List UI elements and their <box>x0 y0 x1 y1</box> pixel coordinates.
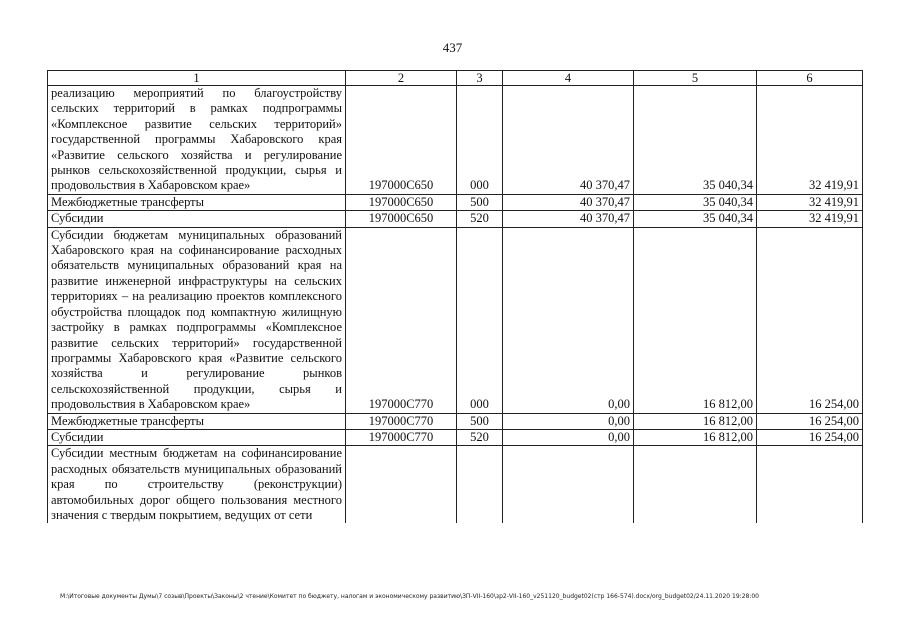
row-value-2: 35 040,34 <box>634 86 757 195</box>
header-cell: 2 <box>346 71 457 86</box>
row-description: Субсидии местным бюджетам на софинансирование расходных обязательств муниципальных образований края по строительству (реконструкции) автомобильных дорог общего пользования местного значения с твердым покрытием, ведущих от сети <box>48 446 346 524</box>
row-value-1: 40 370,47 <box>503 211 634 227</box>
row-value-3: 32 419,91 <box>757 86 863 195</box>
header-cell: 6 <box>757 71 863 86</box>
row-value-3: 32 419,91 <box>757 194 863 210</box>
header-cell: 5 <box>634 71 757 86</box>
row-value-2 <box>634 446 757 524</box>
row-description: Межбюджетные трансферты <box>48 194 346 210</box>
row-value-2: 16 812,00 <box>634 429 757 445</box>
row-value-2: 16 812,00 <box>634 227 757 413</box>
row-code: 197000С650 <box>346 211 457 227</box>
row-code <box>346 446 457 524</box>
row-type: 520 <box>457 211 503 227</box>
row-type: 520 <box>457 429 503 445</box>
row-code: 197000С770 <box>346 413 457 429</box>
row-value-2: 35 040,34 <box>634 211 757 227</box>
row-value-3: 16 254,00 <box>757 227 863 413</box>
table-row <box>48 211 863 227</box>
row-value-2: 35 040,34 <box>634 194 757 210</box>
table-row <box>48 446 863 524</box>
row-code: 197000С650 <box>346 86 457 195</box>
row-value-2: 16 812,00 <box>634 413 757 429</box>
row-value-1 <box>503 446 634 524</box>
row-value-3: 16 254,00 <box>757 413 863 429</box>
row-code: 197000С770 <box>346 429 457 445</box>
row-value-3 <box>757 446 863 524</box>
table-row <box>48 227 863 413</box>
row-type: 500 <box>457 413 503 429</box>
row-value-1: 40 370,47 <box>503 194 634 210</box>
table-row <box>48 429 863 445</box>
row-description: Субсидии бюджетам муниципальных образований Хабаровского края на софинансирование расходных обязательств муниципальных образований края на развитие инженерной инфраструктуры на сельских территориях – на реализацию проектов комплексного обустройства площадок под компактную жилищную застройку в рамках подпрограммы «Комплексное развитие сельских территорий» государственной программы Хабаровского края «Развитие сельского хозяйства и регулирование рынков сельскохозяйственной продукции, сырья и продовольствия в Хабаровском крае» <box>48 227 346 413</box>
header-cell: 4 <box>503 71 634 86</box>
row-description: Межбюджетные трансферты <box>48 413 346 429</box>
row-description: реализацию мероприятий по благоустройству сельских территорий в рамках подпрограммы «Комплексное развитие сельских территорий» государственной программы Хабаровского края «Развитие сельского хозяйства и регулирование рынков сельскохозяйственной продукции, сырья и продовольствия в Хабаровском крае» <box>48 86 346 195</box>
row-value-3: 32 419,91 <box>757 211 863 227</box>
page-number: 437 <box>442 40 463 55</box>
header-cell: 3 <box>457 71 503 86</box>
row-value-1: 0,00 <box>503 429 634 445</box>
row-type: 000 <box>457 227 503 413</box>
table-row <box>48 413 863 429</box>
row-type: 000 <box>457 86 503 195</box>
row-description: Субсидии <box>48 429 346 445</box>
table-row <box>48 194 863 210</box>
row-code: 197000С770 <box>346 227 457 413</box>
row-type <box>457 446 503 524</box>
budget-table <box>47 70 863 523</box>
table-row <box>48 86 863 195</box>
file-path-footer: M:\Итоговые документы Думы\7 созыв\Проекты\Законы\2 чтение\Комитет по бюджету, налогам и экономическому развитию\ЗП-VII-160\зр2-VII-160_v251120_budget02(стр 166-574).docx/org_budget02/24.11.2020 19:28:00 <box>60 593 759 600</box>
row-code: 197000С650 <box>346 194 457 210</box>
row-value-1: 0,00 <box>503 413 634 429</box>
table-header <box>48 71 863 86</box>
header-cell: 1 <box>48 71 346 86</box>
row-description: Субсидии <box>48 211 346 227</box>
row-value-1: 40 370,47 <box>503 86 634 195</box>
row-type: 500 <box>457 194 503 210</box>
row-value-1: 0,00 <box>503 227 634 413</box>
row-value-3: 16 254,00 <box>757 429 863 445</box>
